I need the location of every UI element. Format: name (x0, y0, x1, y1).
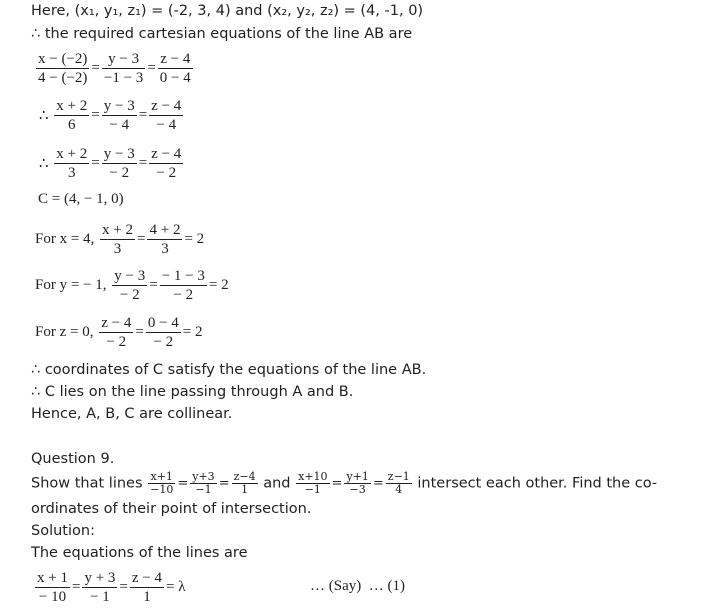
cartesian-intro: ∴ the required cartesian equations of the line AB are (31, 26, 413, 42)
check-z: For z = 0, $\frac{z - 4}{- 2}$ = $\frac{0 - 4}{- 2}$ = 2 (35, 315, 203, 350)
point-c: C = (4, − 1, 0) (38, 191, 124, 207)
question-statement: Show that lines $\frac{x+1}{-10}$ = $\frac{y+3}{-1}$ = $\frac{z-4}{1}$ and $\frac{x+10}{-1}$ = $\frac{y+1}{-3}$ = $\frac{z-1}{4}$ intersect each other. Find the co- (31, 470, 658, 496)
conclusion-3: Hence, A, B, C are collinear. (31, 406, 233, 422)
equation-line-1: $\frac{x + 1}{- 10}$ = $\frac{y + 3}{- 1}$ = $\frac{z - 4}{1}$ = λ (37, 570, 186, 605)
equation-label: … (Say) … (1) (310, 578, 405, 594)
equation-line-ab-reduced: ∴ $\frac{x + 2}{3}$ = $\frac{y - 3}{- 2}$ = $\frac{z - 4}{- 2}$ (39, 146, 182, 181)
given-points-line: Here, (x₁, y₁, z₁) = (-2, 3, 4) and (x₂, y₂, z₂) = (4, -1, 0) (31, 3, 424, 19)
equation-line-ab-raw: $\frac{x - (-2)}{4 - (-2)}$ = $\frac{y - 3}{-1 - 3}$ = $\frac{z - 4}{0 - 4}$ (38, 51, 191, 86)
check-y: For y = − 1, $\frac{y - 3}{- 2}$ = $\frac{- 1 - 3}{- 2}$ = 2 (35, 268, 229, 303)
conclusion-2: ∴ C lies on the line passing through A and B. (31, 384, 354, 400)
equation-line-ab-simplified: ∴ $\frac{x + 2}{6}$ = $\frac{y - 3}{- 4}$ = $\frac{z - 4}{- 4}$ (39, 98, 182, 133)
question-statement-cont: ordinates of their point of intersection. (31, 501, 312, 517)
check-x: For x = 4, $\frac{x + 2}{3}$ = $\frac{4 + 2}{3}$ = 2 (35, 222, 205, 257)
question-title: Question 9. (31, 451, 115, 467)
conclusion-1: ∴ coordinates of C satisfy the equations of the line AB. (31, 362, 427, 378)
equations-intro: The equations of the lines are (31, 545, 248, 561)
solution-label: Solution: (31, 523, 95, 539)
